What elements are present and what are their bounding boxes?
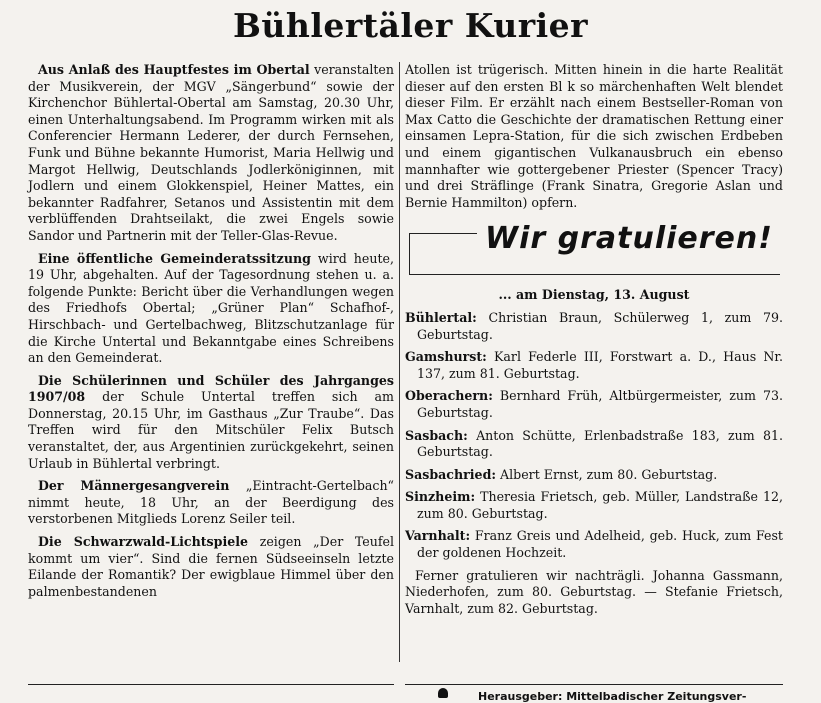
page-title: Bühlertäler Kurier (232, 6, 589, 45)
entry-text: Karl Federle III, Forstwart a. D., Haus Nr. 137, zum 81. Geburtstag. (417, 349, 783, 381)
article-text: zeigen „Der Teufel kommt um vier“. Sind die fernen Südseeinseln letzte Eilande der Romantik? Der ewigblaue Himmel über den palmenbestandenen (28, 534, 394, 599)
entry-text: Christian Braun, Schülerweg 1, zum 79. Geburtstag. (417, 309, 783, 342)
publisher-logo-icon (438, 688, 448, 698)
left-column (28, 62, 394, 606)
entry-text: Theresia Frietsch, geb. Müller, Landstraße 12, zum 80. Geburtstag. (417, 489, 783, 521)
birthday-entry (405, 349, 783, 382)
article-lead: Die Schülerinnen und Schüler des Jahrganges 1907/08 (28, 372, 394, 405)
congratulations-date: ... am Dienstag, 13. August (498, 287, 690, 303)
article-text: „Eintracht-Gertelbach“ nimmt heute, 18 Uhr, an der Beerdigung des verstorbenen Mitglieds Lorenz Seiler teil. (28, 478, 394, 527)
entry-text: Bernhard Früh, Altbürgermeister, zum 73. Geburtstag. (417, 388, 783, 420)
bottom-rule-right (405, 684, 783, 685)
birthday-entry (405, 489, 783, 522)
bottom-rule-left (28, 684, 394, 685)
article-text: veranstalten der Musikverein, der MGV „Sängerbund“ sowie der Kirchenchor Bühlertal-Obertal am Samstag, 20.30 Uhr, einen Unterhaltungsabend. Im Programm wirken mit als Conferencier Hermann Lederer, der durch Fernsehen, Funk und Bühne bekannte Humorist, Maria Hellwig und Margot Hellwig, Deutschlands Jodlerköniginnen, mit Jodlern und einem Glokkenspiel, Heiner Mattes, ein bekannter Radfahrer, Setanos und Assistentin mit dem verblüffenden Drahtseilakt, die zwei Engels sowie Sandor und Partnerin mit der Teller-Glas-Revue. (28, 62, 394, 243)
article-paragraph (28, 251, 394, 367)
article-continuation: Atollen ist trügerisch. Mitten hinein in die harte Realität dieser auf den ersten Bl k so märchenhaften Welt blendet dieser Film. Er erzählt nach einem Bestseller-Roman von Max Catto die Geschichte der dramatischen Rettung einer einsamen Lepra-Station, für die sich zwischen Erdbeben und einem gigantischen Vulkanausbruch ein ebenso mannhafter wie gottergebener Priester (Spencer Tracy) und drei Sträflinge (Frank Sinatra, Gregorie Aslan und Bernie Hammilton) opfern. (405, 62, 783, 210)
article-paragraph (28, 534, 394, 600)
entry-place: Sinzheim: (405, 489, 476, 505)
entry-place: Sasbach: (405, 427, 468, 443)
congratulations-title: Wir gratulieren! (477, 231, 781, 248)
article-lead: Aus Anlaß des Hauptfestes im Obertal (38, 62, 310, 77)
article-lead: Die Schwarzwald-Lichtspiele (38, 534, 249, 550)
birthday-entry (405, 467, 783, 484)
article-paragraph (28, 373, 394, 473)
birthday-entry (405, 528, 783, 561)
congratulations-closing: Ferner gratulieren wir nachträgli. Johanna Gassmann, Niederhofen, zum 80. Geburtstag. — Stefanie Frietsch, Varnhalt, zum 82. Geburtstag. (405, 567, 783, 616)
article-paragraph (28, 478, 394, 528)
birthday-entry (405, 388, 783, 421)
entry-text: Franz Greis und Adelheid, geb. Huck, zum Fest der goldenen Hochzeit. (417, 528, 783, 561)
entry-place: Varnhalt: (405, 528, 471, 544)
entry-place: Oberachern: (405, 388, 493, 404)
birthday-entry (405, 310, 783, 343)
entry-place: Bühlertal: (405, 309, 477, 325)
article-paragraph (28, 62, 394, 245)
article-text: der Schule Untertal treffen sich am Donnerstag, 20.15 Uhr, im Gasthaus „Zur Traube“. Das Treffen wird für den Mitschüler Felix Butsch veranstaltet, der, aus Argentinien zurückgekehrt, seinen Urlaub in Bühlertal verbringt. (28, 389, 394, 471)
entry-place: Gamshurst: (405, 349, 487, 365)
article-lead: Eine öffentliche Gemeinderatssitzung (38, 250, 311, 266)
column-divider (399, 62, 400, 662)
entry-text: Albert Ernst, zum 80. Geburtstag. (496, 466, 718, 482)
article-text: wird heute, 19 Uhr, abgehalten. Auf der Tagesordnung stehen u. a. folgende Punkte: Bericht über die Verhandlungen wegen des Friedhofs Obertal; „Grüner Plan“ Schafhof-, Hirschbach- und Gertelbachweg, Blitzschutzanlage für die Kirche Untertal und Bekanntgabe eines Schreibens an den Gemeinderat. (28, 250, 395, 366)
entry-place: Sasbachried: (405, 466, 497, 482)
imprint-text: Herausgeber: Mittelbadischer Zeitungsver- (478, 690, 747, 703)
birthday-entry (405, 428, 783, 461)
article-lead: Der Männergesangverein (38, 478, 230, 494)
right-column (405, 62, 783, 623)
entry-text: Anton Schütte, Erlenbadstraße 183, zum 81. Geburtstag. (417, 427, 783, 460)
congratulations-header (409, 221, 783, 277)
